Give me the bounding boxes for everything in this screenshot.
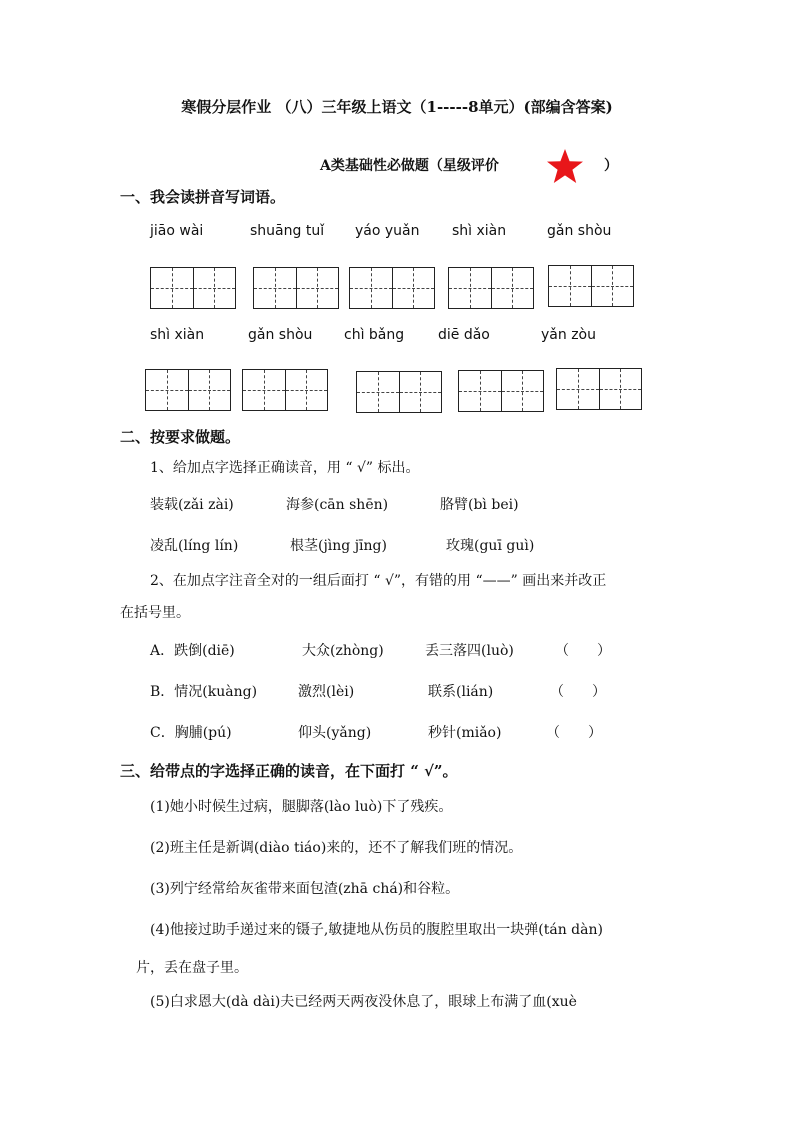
sentence-3: (3)列宁经常给灰雀带来面包渣(zhā chá)和谷粒。 [150,881,460,897]
writing-grid[interactable] [356,371,442,413]
writing-grid[interactable] [556,368,642,410]
option-a-word3: 丢三落四(luò) [425,643,514,659]
pinyin: diē dǎo [438,327,490,343]
subtitle-close-paren: ） [604,158,618,174]
question-2-cont: 在括号里。 [120,605,190,621]
writing-grid[interactable] [548,265,634,307]
pinyin: shì xiàn [150,327,205,343]
pinyin: gǎn shòu [248,327,313,343]
sentence-4: (4)他接过助手递过来的镊子,敏捷地从伤员的腹腔里取出一块弹(tán dàn) [150,922,603,938]
question-2: 2、在加点字注音全对的一组后面打 “ √”，有错的用 “——” 画出来并改正 [150,573,607,589]
pinyin: yáo yuǎn [355,223,420,239]
writing-grid[interactable] [349,267,435,309]
pinyin: shuāng tuǐ [250,223,325,239]
section3-heading: 三、给带点的字选择正确的读音，在下面打 “ √”。 [120,762,458,780]
subtitle: A类基础性必做题（星级评价 [320,158,499,174]
writing-grid[interactable] [150,267,236,309]
writing-grid[interactable] [145,369,231,411]
choice-item[interactable]: 海参(cān shēn) [286,497,389,513]
answer-blank[interactable]: （ ） [550,684,606,700]
writing-grid[interactable] [253,267,339,309]
answer-blank[interactable]: （ ） [555,643,611,659]
pinyin: chì bǎng [344,327,405,343]
choice-item[interactable]: 装载(zǎi zài) [150,497,234,513]
pinyin: yǎn zòu [541,327,596,343]
option-c-word3: 秒针(miǎo) [428,725,502,741]
option-b: B．情况(kuàng) [150,684,258,700]
pinyin: shì xiàn [452,223,507,239]
choice-item[interactable]: 根茎(jìng jīng) [290,538,387,554]
choice-item[interactable]: 胳臂(bì bei) [440,497,519,513]
answer-blank[interactable]: （ ） [546,725,602,741]
choice-item[interactable]: 凌乱(líng lín) [150,538,239,554]
option-c-word2: 仰头(yǎng) [298,725,372,741]
star-rating-mark [547,149,583,183]
writing-grid[interactable] [448,267,534,309]
writing-grid[interactable] [458,370,544,412]
sentence-5: (5)白求恩大(dà dài)夫已经两天两夜没休息了，眼球上布满了血(xuè [150,994,577,1010]
option-a-word2: 大众(zhòng) [302,643,384,659]
question-1: 1、给加点字选择正确读音，用 “ √” 标出。 [150,460,420,476]
option-c: C．胸脯(pú) [150,725,232,741]
page-title: 寒假分层作业 （八）三年级上语文（1-----8单元）(部编含答案) [181,98,613,116]
writing-grid[interactable] [242,369,328,411]
sentence-2: (2)班主任是新调(diào tiáo)来的，还不了解我们班的情况。 [150,840,523,856]
section2-heading: 二、按要求做题。 [120,428,241,446]
choice-item[interactable]: 玫瑰(guī guì) [446,538,535,554]
pinyin: jiāo wài [150,223,204,239]
option-a: A．跌倒(diē) [150,643,235,659]
section1-heading: 一、我会读拼音写词语。 [120,188,286,206]
option-b-word2: 激烈(lèi) [298,684,355,700]
option-b-word3: 联系(lián) [428,684,494,700]
sentence-1: (1)她小时候生过病，腿脚落(lào luò)下了残疾。 [150,799,453,815]
star-icon [546,148,584,184]
pinyin: gǎn shòu [547,223,612,239]
sentence-4-cont: 片，丢在盘子里。 [136,960,248,976]
